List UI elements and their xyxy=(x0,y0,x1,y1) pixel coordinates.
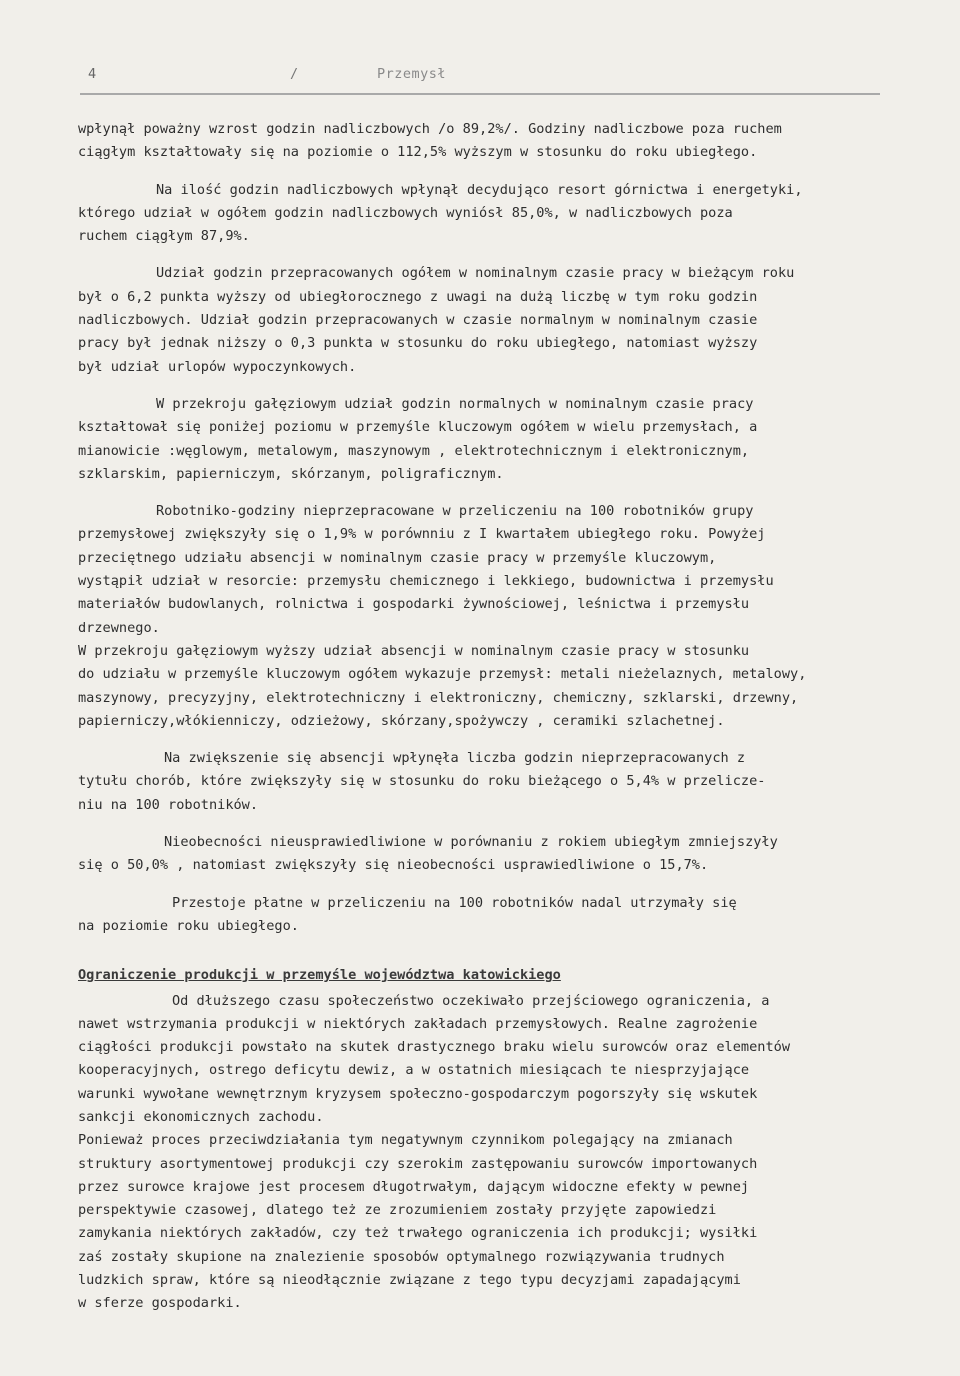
text-line: zaś zostały skupione na znalezienie sposobów optymalnego rozwiązywania trudnych xyxy=(78,1248,725,1265)
text-line: Na zwiększenie się absencji wpłynęła liczba godzin nieprzepracowanych z xyxy=(164,750,746,767)
text-line: Na ilość godzin nadliczbowych wpłynął decydująco resort górnictwa i energetyki, xyxy=(156,181,803,198)
text-line: Nieobecności nieusprawiedliwione w porównaniu z rokiem ubiegłym zmniejszyły xyxy=(164,834,778,851)
section-heading: Ograniczenie produkcji w przemyśle województwa katowickiego xyxy=(78,967,561,984)
text-line: w sferze gospodarki. xyxy=(78,1295,242,1312)
text-line: tytułu chorób, które zwiększyły się w stosunku do roku bieżącego o 5,4% w przelicze- xyxy=(78,773,766,790)
paragraph xyxy=(78,118,908,165)
text-line: Robotniko-godziny nieprzepracowane w przeliczeniu na 100 robotników grupy xyxy=(156,503,754,520)
text-line: niu na 100 robotników. xyxy=(78,796,259,813)
text-line: Od dłuższego czasu społeczeństwo oczekiwało przejściowego ograniczenia, a xyxy=(172,992,770,1009)
header-rule xyxy=(80,93,880,95)
text-line: kształtował się poniżej poziomu w przemyśle kluczowym ogółem w wielu przemysłach, a xyxy=(78,419,758,436)
text-line: wpłynął poważny wzrost godzin nadliczbowych /o 89,2%/. Godziny nadliczbowe poza ruchem xyxy=(78,121,782,137)
text-line: nadliczbowych. Udział godzin przepracowanych w czasie normalnym w nominalnym czasie xyxy=(78,312,758,329)
text-line: szklarskim, papierniczym, skórzanym, poligraficznym. xyxy=(78,465,504,482)
text-line: W przekroju gałęziowym wyższy udział absencji w nominalnym czasie pracy w stosunku xyxy=(78,642,750,659)
paragraph xyxy=(78,892,908,939)
text-line: się o 50,0% , natomiast zwiększyły się nieobecności usprawiedliwione o 15,7%. xyxy=(78,857,709,874)
text-line: Przestoje płatne w przeliczeniu na 100 robotników nadal utrzymały się xyxy=(172,894,737,911)
text-line: wystąpił udział w resorcie: przemysłu chemicznego i lekkiego, budownictwa i przemysłu xyxy=(78,573,774,590)
text-line: ciągłości produkcji powstało na skutek drastycznego braku wielu surowców oraz elementów xyxy=(78,1039,791,1056)
text-line: warunki wywołane wewnętrznym kryzysem społeczno-gospodarczym pogorszyły się wskutek xyxy=(78,1085,758,1102)
text-line: perspektywie czasowej, dlatego też ze zrozumieniem zostały przyjęte zapowiedzi xyxy=(78,1202,717,1219)
section-heading-block xyxy=(78,964,908,987)
text-line: na poziomie roku ubiegłego. xyxy=(78,917,299,934)
text-line: do udziału w przemyśle kluczowym ogółem wykazuje przemysł: metali nieżelaznych, metalowy, xyxy=(78,666,807,683)
paragraph xyxy=(78,179,908,249)
paragraph xyxy=(78,990,908,1316)
text-line: ciągłym kształtowały się na poziomie o 112,5% wyższym w stosunku do roku ubiegłego. xyxy=(78,144,758,161)
header-mark: / xyxy=(290,66,299,82)
header-title: Przemysł xyxy=(377,66,447,82)
text-line: maszynowy, precyzyjny, elektrotechniczny i elektroniczny, chemiczny, szklarski, drzewny, xyxy=(78,689,799,706)
text-line: Ponieważ proces przeciwdziałania tym negatywnym czynnikom polegający na zmianach xyxy=(78,1132,733,1149)
text-line: kooperacyjnych, ostrego deficytu dewiz, a w ostatnich miesiącach te niesprzyjające xyxy=(78,1062,750,1079)
page-number: 4 xyxy=(88,66,97,82)
text-line: był o 6,2 punkta wyższy od ubiegłorocznego z uwagi na dużą liczbę w tym roku godzin xyxy=(78,288,758,305)
text-line: pracy był jednak niższy o 0,3 punkta w stosunku do roku ubiegłego, natomiast wyższy xyxy=(78,335,758,352)
text-line: przeciętnego udziału absencji w nominalnym czasie pracy w przemyśle kluczowym, xyxy=(78,549,717,566)
paragraph xyxy=(78,831,908,878)
document-body xyxy=(78,118,908,1330)
paragraph xyxy=(78,500,908,733)
text-line: Udział godzin przepracowanych ogółem w nominalnym czasie pracy w bieżącym roku xyxy=(156,265,795,282)
text-line: drzewnego. xyxy=(78,619,160,636)
text-line: W przekroju gałęziowym udział godzin normalnych w nominalnym czasie pracy xyxy=(156,395,754,412)
paragraph xyxy=(78,747,908,817)
page-header xyxy=(80,66,880,86)
text-line: przemysłowej zwiększyły się o 1,9% w porównniu z I kwartałem ubiegłego roku. Powyżej xyxy=(78,526,766,543)
text-line: zamykania niektórych zakładów, czy też trwałego ograniczenia ich produkcji; wysiłki xyxy=(78,1225,758,1242)
paragraph xyxy=(78,393,908,486)
text-line: ludzkich spraw, które są nieodłącznie związane z tego typu decyzjami zapadającymi xyxy=(78,1272,741,1289)
text-line: przez surowce krajowe jest procesem długotrwałym, dającym widoczne efekty w pewnej xyxy=(78,1178,750,1195)
text-line: sankcji ekonomicznych zachodu. xyxy=(78,1108,324,1125)
text-line: ruchem ciągłym 87,9%. xyxy=(78,228,250,245)
paragraph xyxy=(78,262,908,378)
text-line: był udział urlopów wypoczynkowych. xyxy=(78,358,357,375)
text-line: papierniczy,włókienniczy, odzieżowy, skórzany,spożywczy , ceramiki szlachetnej. xyxy=(78,712,725,729)
text-line: materiałów budowlanych, rolnictwa i gospodarki żywnościowej, leśnictwa i przemysłu xyxy=(78,596,750,613)
text-line: nawet wstrzymania produkcji w niektórych zakładach przemysłowych. Realne zagrożenie xyxy=(78,1015,758,1032)
text-line: którego udział w ogółem godzin nadliczbowych wyniósł 85,0%, w nadliczbowych poza xyxy=(78,204,733,221)
text-line: mianowicie :węglowym, metalowym, maszynowym , elektrotechnicznym i elektronicznym, xyxy=(78,442,750,459)
text-line: struktury asortymentowej produkcji czy szerokim zastępowaniu surowców importowanych xyxy=(78,1155,758,1172)
